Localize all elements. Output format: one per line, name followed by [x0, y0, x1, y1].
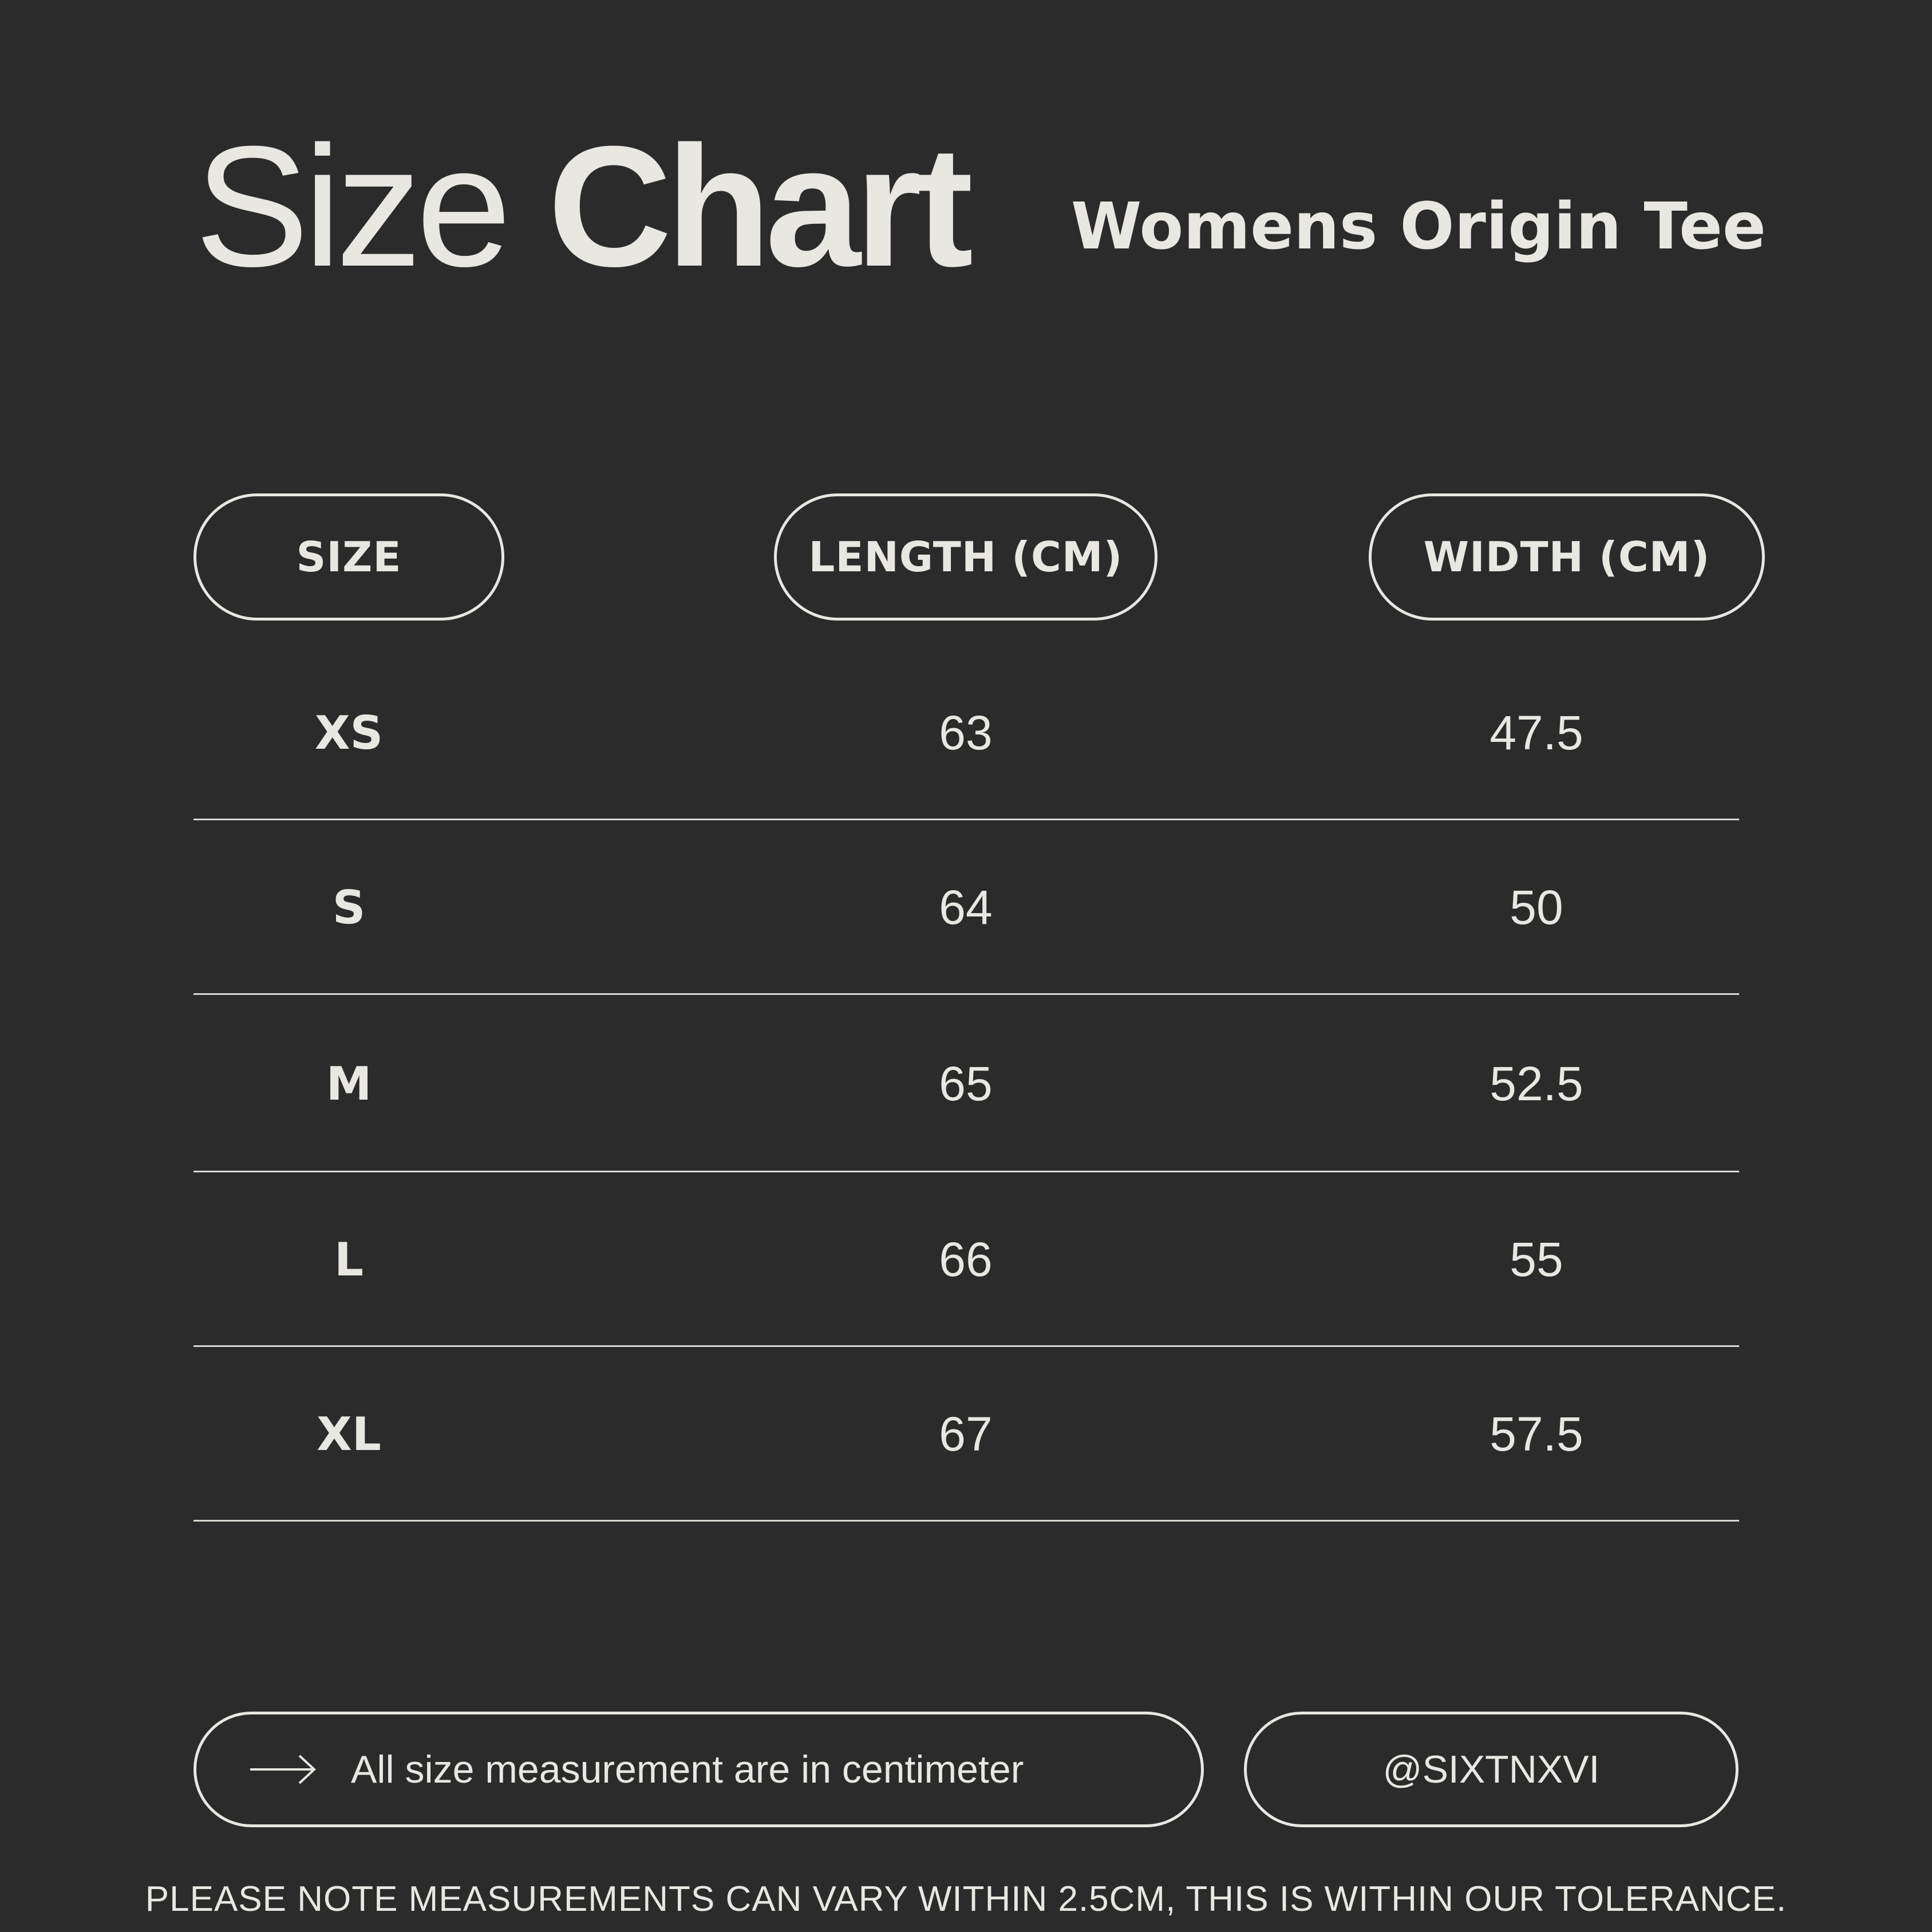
column-header-size: SIZE	[193, 493, 504, 621]
social-handle	[1244, 1712, 1739, 1827]
width-cell: 55	[1510, 1232, 1563, 1286]
length-cell: 66	[939, 1232, 993, 1286]
tolerance-disclaimer: PLEASE NOTE MEASUREMENTS CAN VARY WITHIN 2.5CM, THIS IS WITHIN OUR TOLERANCE.	[145, 1879, 1787, 1919]
size-cell: S	[332, 881, 366, 934]
product-name: Womens Origin Tee	[1070, 189, 1766, 264]
width-cell: 47.5	[1490, 706, 1583, 760]
column-header-length: LENGTH (CM)	[774, 493, 1157, 621]
row-divider	[193, 1520, 1739, 1522]
title-bold-word: Chart	[547, 110, 968, 302]
width-cell: 57.5	[1490, 1407, 1583, 1461]
size-cell: M	[326, 1057, 372, 1111]
size-cell: XS	[314, 706, 384, 760]
width-cell: 52.5	[1490, 1056, 1583, 1111]
column-header-width: WIDTH (CM)	[1369, 493, 1765, 621]
title-light-word: Size	[195, 110, 506, 302]
table-row	[193, 646, 1739, 820]
arrow-right-icon	[249, 1752, 317, 1787]
length-cell: 65	[939, 1056, 993, 1111]
length-cell: 67	[939, 1407, 993, 1461]
table-row	[193, 995, 1739, 1172]
length-cell: 63	[939, 706, 993, 760]
table-row	[193, 1172, 1739, 1347]
measurement-note-text: All size measurement are in centimeter	[351, 1748, 1024, 1791]
size-cell: XL	[317, 1408, 381, 1461]
width-cell: 50	[1510, 880, 1563, 934]
length-cell: 64	[939, 880, 993, 934]
measurement-note	[193, 1712, 1204, 1827]
table-row	[193, 820, 1739, 995]
page-title	[195, 110, 968, 302]
size-cell: L	[334, 1233, 364, 1286]
social-handle-text: @SIXTNXVI	[1382, 1748, 1600, 1791]
table-row	[193, 1347, 1739, 1522]
